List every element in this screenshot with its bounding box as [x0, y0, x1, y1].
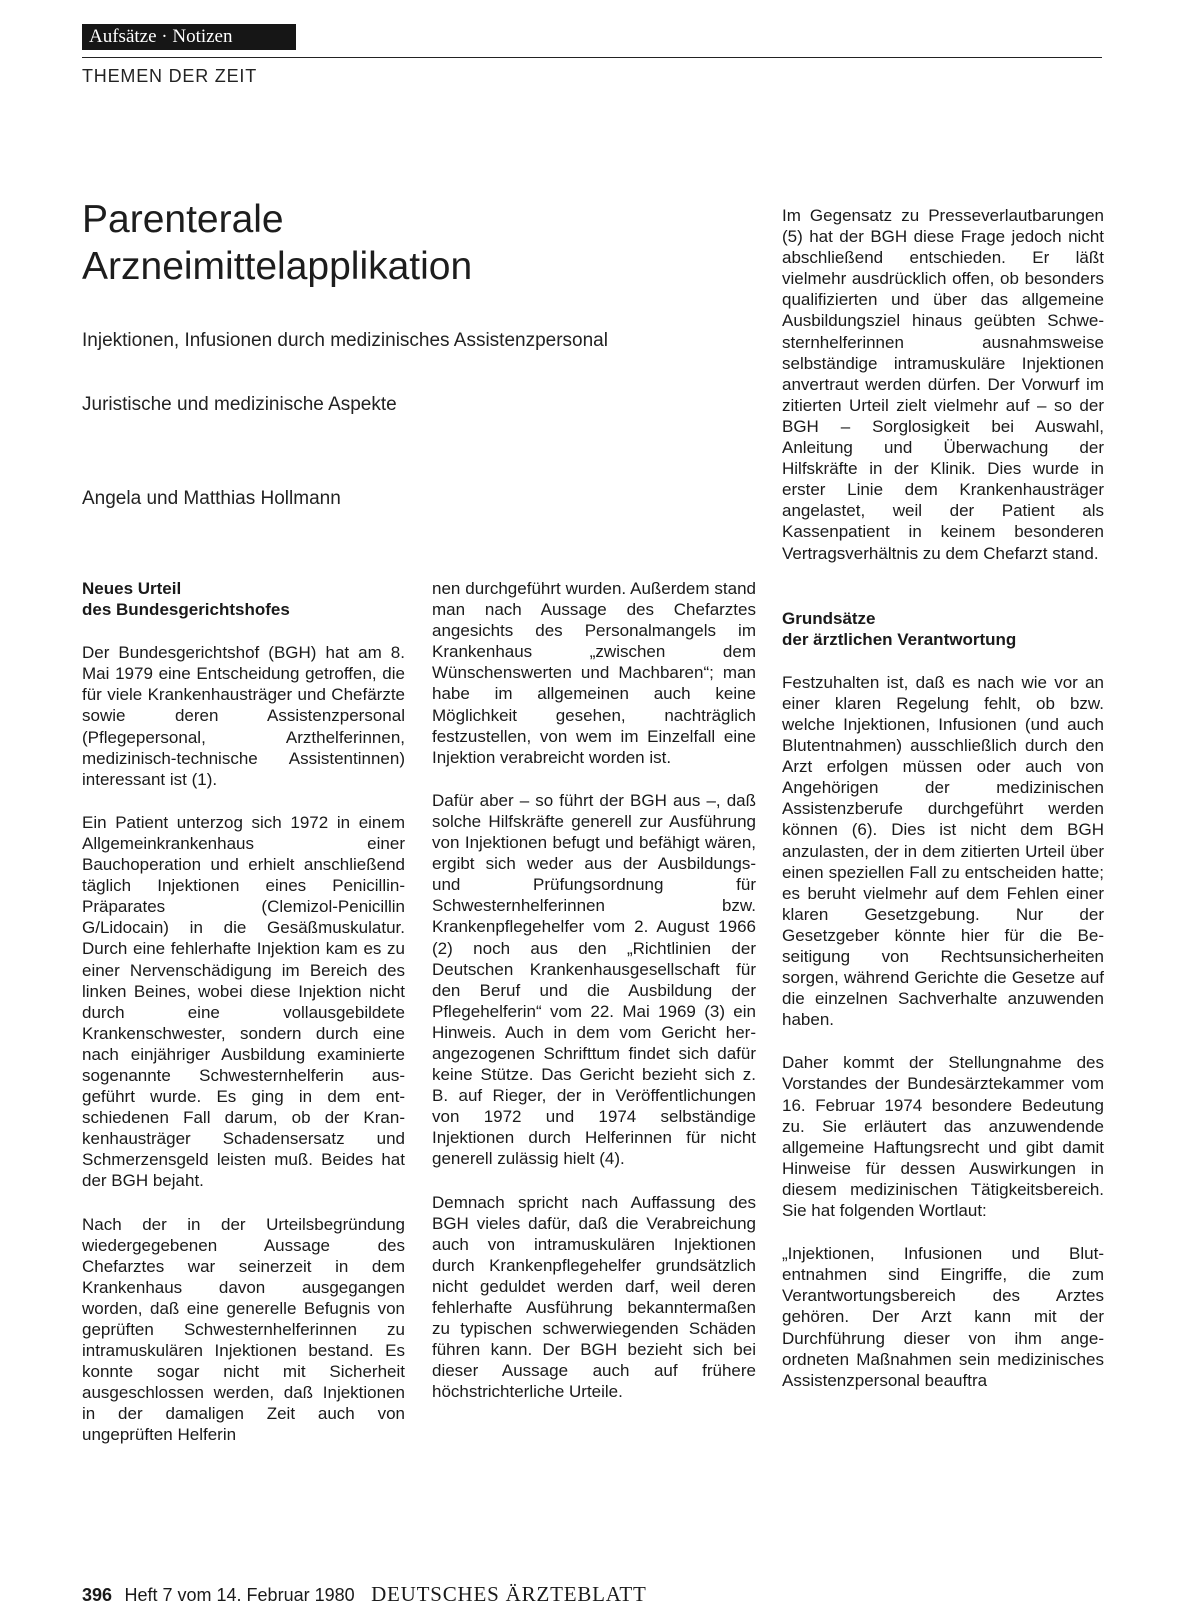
section-heading-grundsaetze — [782, 608, 1104, 650]
text-column-3 — [782, 205, 1104, 1391]
paragraph: Der Bundesgerichtshof (BGH) hat am 8. Mai 1979 eine Entscheidung getroffen, die für viele Krankenhausträger und Chefärzte sowie deren Assistenzpersonal (Pflegepersonal, Arzthelferinnen, medizinisch-technische Assistentinnen) interessant ist (1). — [82, 643, 405, 789]
article-authors: Angela und Matthias Hollmann — [82, 488, 341, 509]
heading-line: Neues Urteil — [82, 579, 182, 598]
section-title: THEMEN DER ZEIT — [82, 66, 258, 86]
section-tag: Aufsätze · Notizen — [82, 24, 296, 50]
paragraph: nen durchgeführt wurden. Außerdem stand man nach Aussage des Chefarztes angesichts des Personalmangels im Krankenhaus „zwischen dem Wünschenswerten und Machbaren“; man habe im allgemeinen auch keine Möglichkeit gesehen, nachträglich festzustellen, von wem im Einzelfall eine Injektion verabreicht worden ist. — [432, 579, 756, 767]
paragraph: Demnach spricht nach Auffassung des BGH vieles dafür, daß die Verabreichung auch von intramuskulären Injektionen durch Krankenpflegehelfer grundsätzlich nicht geduldet werden darf, weil deren fehlerhafte Ausführung bekanntermaßen zu typischen schwerwiegenden Schäden führen kann. Der BGH bezieht sich bei dieser Aussage auch auf frühere höchstrichterliche Urteile. — [432, 1192, 756, 1402]
journal-name: DEUTSCHES ÄRZTEBLATT — [371, 1582, 647, 1606]
header-rule — [82, 57, 1102, 58]
paragraph: „Injektionen, Infusionen und Blutentnahmen sind Eingriffe, die zum Verantwortungsbereich des Arztes gehören. Der Arzt kann mit der Durchführung dieser von ihm angeordneten Maßnahmen sein medizinisches Assistenzpersonal beauftra — [782, 1244, 1104, 1390]
heading-line: des Bundesgerichtshofes — [82, 600, 290, 620]
page-footer — [82, 1582, 647, 1607]
title-line-2: Arzneimittelapplikation — [82, 245, 473, 288]
paragraph: Im Gegensatz zu Presseverlautbarungen (5) hat der BGH diese Frage jedoch nicht abschließend entschieden. Er läßt vielmehr ausdrücklich offen, ob besonders qualifizierten und über das allgemeine Ausbildungsziel hinaus geübten Schwesternhelferinnen ausnahmsweise selbständige intramuskuläre Injektionen anvertraut werden dürfen. Der Vorwurf im zitierten Urteil zielt vielmehr auf – so der BGH – Sorglosigkeit bei Auswahl, Anleitung und Überwachung der Hilfskräfte in der Klinik. Dies wurde in erster Linie dem Krankenhausträger angelastet, weil der Patient als Kassenpatient in keinem besonderen Vertragsverhältnis zu dem Chefarzt stand. — [782, 206, 1104, 563]
article-subtitle: Injektionen, Infusionen durch medizinisches Assistenzpersonal — [82, 330, 608, 351]
issue-info: Heft 7 vom 14. Februar 1980 — [124, 1585, 355, 1605]
heading-line: Grundsätze — [782, 608, 876, 628]
page-number: 396 — [82, 1585, 113, 1605]
paragraph: Daher kommt der Stellungnahme des Vorstandes der Bundesärztekammer vom 16. Februar 1974 besondere Bedeutung zu. Sie erläutert das anzuwendende allgemeine Haftungsrecht und gibt damit Hinweise für dessen Auswirkungen in diesem medizinischen Tätigkeitsbereich. Sie hat folgenden Wortlaut: — [782, 1053, 1104, 1221]
paragraph: Nach der in der Urteilsbegründung wiedergegebenen Aussage des Chefarztes war seinerzeit in dem Krankenhaus davon ausgegangen worden, daß eine generelle Befugnis von geprüften Schwesternhelferinnen zu intramuskulären Injektionen bestand. Es konnte sogar nicht mit Sicherheit ausgeschlossen werden, daß Injektionen in der damaligen Zeit auch von ungeprüften Helferin — [82, 1214, 405, 1445]
heading-line: der ärztlichen Verantwortung — [782, 629, 1017, 649]
section-heading-neues-urteil — [82, 578, 405, 620]
text-column-1 — [82, 578, 405, 1446]
paragraph: Dafür aber – so führt der BGH aus –, daß solche Hilfskräfte generell zur Ausführung von Injektionen befugt und befähigt wären, ergibt sich weder aus der Ausbildungs- und Prüfungsordnung für Schwesternhelferinnen bzw. Krankenpflegehelfer vom 2. August 1966 (2) noch aus den „Richtlinien der Deutschen Krankenhausgesellschaft für den Beruf und die Ausbildung der Pflegehelferin“ vom 22. Mai 1969 (3) ein Hinweis. Auch in dem vom Gericht herangezogenen Schrifttum findet sich dafür keine Stütze. Das Gericht bezieht sich z. B. auf Rieger, der in Veröffentlichungen von 1972 und 1974 selbständige Injektionen durch Helferinnen für nicht generell zulässig hielt (4). — [432, 790, 756, 1169]
paragraph: Festzuhalten ist, daß es nach wie vor an einer klaren Regelung fehlt, ob bzw. welche Injektionen, Infusionen (und auch Blutentnahmen) ausschließlich durch den Arzt erfolgen müssen oder auch von Angehörigen der medizinischen Assistenzberufe durchgeführt werden können (6). Dies ist nicht dem BGH anzulasten, der in dem zitierten Urteil über einen speziellen Fall zu entscheiden hatte; es beruht vielmehr auf dem Fehlen einer klaren Gesetzgebung. Nur der Gesetzgeber könnte hier für die Beseitigung von Rechtsunsicherheiten sorgen, während Gerichte die Gesetze auf die einzelnen Sachverhalte anzuwenden haben. — [782, 672, 1104, 1030]
title-line-1: Parenterale — [82, 198, 284, 241]
text-column-2 — [432, 578, 756, 1402]
article-title — [82, 196, 682, 290]
paragraph: Ein Patient unterzog sich 1972 in einem Allgemeinkrankenhaus einer Bauchoperation und erhielt anschließend täglich Injektionen eines Penicillin-Präparates (Clemizol-Penicillin G/Lidocain) in die Gesäßmuskulatur. Durch eine fehlerhafte Injektion kam es zu einer Nervenschädigung im Bereich des linken Beines, wobei diese Injektion nicht durch eine vollausgebildete Krankenschwester, sondern durch eine nach einjähriger Ausbildung examinierte sogenannte Schwesternhelferin ausgeführt wurde. Es ging in dem entschiedenen Fall darum, ob der Krankenhausträger Schadensersatz und Schmerzensgeld leisten muß. Beides hat der BGH bejaht. — [82, 812, 405, 1191]
article-kicker: Juristische und medizinische Aspekte — [82, 394, 397, 415]
